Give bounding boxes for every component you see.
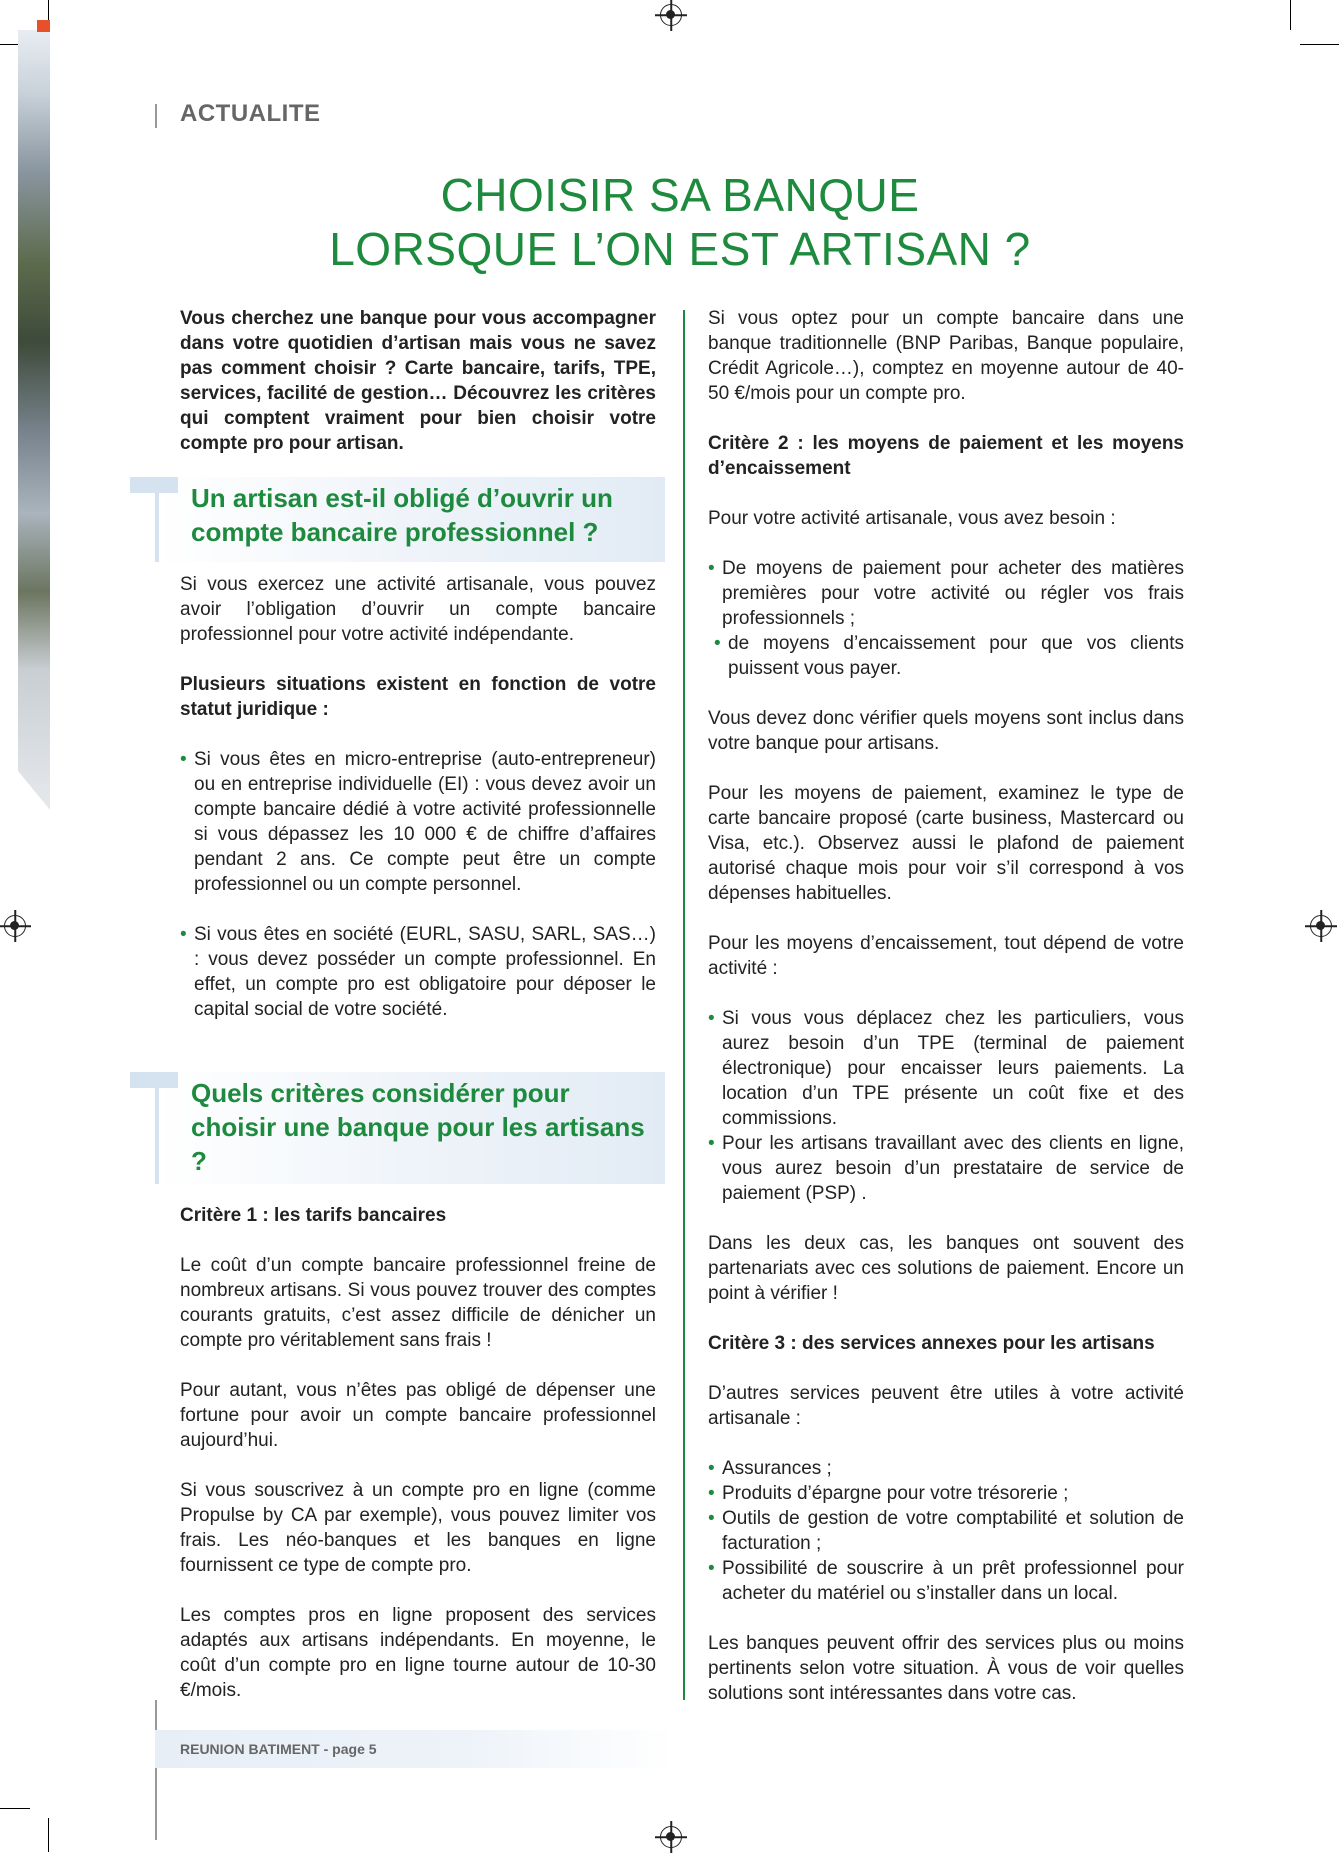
left-column-middle (180, 572, 656, 1022)
paragraph: Pour autant, vous n’êtes pas obligé de dépenser une fortune pour avoir un compte bancaire professionnel aujourd’hui. (180, 1380, 656, 1451)
criterion-3-heading: Critère 3 : des services annexes pour les artisans (708, 1333, 1155, 1354)
color-bar (37, 20, 50, 32)
subheading-criteria: Quels critères considérer pour choisir une banque pour les artisans ? (191, 1078, 645, 1176)
lead-paragraph: Vous cherchez une banque pour vous accompagner dans votre quotidien d’artisan mais vous ne savez pas comment choisir ? Carte bancaire, tarifs, TPE, services, facilité de gestion… Découvrez les critères qui comptent vraiment pour bien choisir votre compte pro pour artisan. (180, 308, 656, 454)
list-item: • De moyens de paiement pour acheter des matières premières pour votre activité ou régler vos frais professionnels ; (708, 558, 1184, 629)
list-item: • Possibilité de souscrire à un prêt professionnel pour acheter du matériel ou s’installer dans un local. (708, 1558, 1184, 1604)
paragraph: Si vous exercez une activité artisanale, vous pouvez avoir l’obligation d’ouvrir un compte bancaire professionnel pour votre activité indépendante. (180, 574, 656, 645)
paragraph: D’autres services peuvent être utiles à votre activité artisanale : (708, 1383, 1184, 1429)
criterion-1-heading: Critère 1 : les tarifs bancaires (180, 1205, 447, 1226)
list-item: • Si vous êtes en micro-entreprise (auto-entrepreneur) ou en entreprise individuelle (EI) : vous devez avoir un compte bancaire dédié à votre activité professionnelle si vous dépassez les 10 000 € de chiffre d’affaires pendant 2 ans. Ce compte peut être un compte professionnel ou un compte personnel. (180, 749, 656, 895)
column-divider (683, 310, 685, 1700)
page-footer: REUNION BATIMENT - page 5 (180, 1741, 377, 1757)
list-item: • de moyens d’encaissement pour que vos clients puissent vous payer. (714, 633, 1184, 679)
paragraph: Si vous optez pour un compte bancaire dans une banque traditionnelle (BNP Paribas, Banque populaire, Crédit Agricole…), comptez en moyenne autour de 40-50 €/mois pour un compte pro. (708, 308, 1184, 404)
left-column-top (180, 306, 656, 456)
page-title-line-1: CHOISIR SA BANQUE (440, 169, 920, 221)
heading-bar (155, 1072, 159, 1184)
heading-tab (130, 477, 178, 493)
paragraph: Vous devez donc vérifier quels moyens sont inclus dans votre banque pour artisans. (708, 708, 1184, 754)
left-column-bottom (180, 1203, 656, 1703)
crop-mark (1290, 0, 1291, 30)
registration-mark-icon (1310, 915, 1332, 937)
registration-mark-icon (660, 4, 682, 26)
registration-mark-icon (4, 915, 26, 937)
list-item: • Si vous êtes en société (EURL, SASU, SARL, SAS…) : vous devez posséder un compte professionnel. En effet, un compte pro est obligatoire pour déposer le capital social de votre société. (180, 924, 656, 1020)
criterion-2-heading: Critère 2 : les moyens de paiement et les moyens d’encaissement (708, 433, 1184, 479)
paragraph: Si vous souscrivez à un compte pro en ligne (comme Propulse by CA par exemple), vous pouvez limiter vos frais. Les néo-banques et les banques en ligne fournissent ce type de compte pro. (180, 1480, 656, 1576)
crop-mark (48, 1818, 49, 1852)
list-item: • Produits d’épargne pour votre trésorerie ; (708, 1483, 1069, 1504)
list-item: • Pour les artisans travaillant avec des clients en ligne, vous aurez besoin d’un prestataire de service de paiement (PSP) . (708, 1133, 1184, 1204)
list-item: • Si vous vous déplacez chez les particuliers, vous aurez besoin d’un TPE (terminal de paiement électronique) pour encaisser leurs paiements. La location d’un TPE présente un coût fixe et des commissions. (708, 1008, 1184, 1129)
heading-box-2 (155, 1072, 665, 1184)
page-title-line-2: LORSQUE L’ON EST ARTISAN ? (329, 223, 1031, 275)
paragraph: Les comptes pros en ligne proposent des services adaptés aux artisans indépendants. En moyenne, le coût d’un compte pro en ligne tourne autour de 10-30 €/mois. (180, 1605, 656, 1701)
footer-rule (155, 1700, 157, 1840)
registration-mark-icon (660, 1826, 682, 1848)
paragraph: Pour les moyens d’encaissement, tout dépend de votre activité : (708, 933, 1184, 979)
section-label: ACTUALITE (180, 100, 321, 127)
paragraph: Dans les deux cas, les banques ont souvent des partenariats avec ces solutions de paiement. Encore un point à vérifier ! (708, 1233, 1184, 1304)
crop-mark (48, 0, 49, 22)
subheading-obligation: Un artisan est-il obligé d’ouvrir un compte bancaire professionnel ? (191, 483, 613, 547)
paragraph: Pour les moyens de paiement, examinez le type de carte bancaire proposé (carte business, Mastercard ou Visa, etc.). Observez aussi le plafond de paiement autorisé chaque mois pour voir s’il correspond à vos dépenses habituelles. (708, 783, 1184, 904)
photo-bleed (18, 30, 50, 810)
right-column (708, 306, 1184, 1706)
heading-bar (155, 477, 159, 562)
paragraph-bold: Plusieurs situations existent en fonction de votre statut juridique : (180, 674, 656, 720)
heading-tab (130, 1072, 178, 1088)
list-item: • Assurances ; (708, 1458, 832, 1479)
paragraph: Le coût d’un compte bancaire professionnel freine de nombreux artisans. Si vous pouvez trouver des comptes courants gratuits, c’est assez difficile de dénicher un compte pro véritablement sans frais ! (180, 1255, 656, 1351)
list-item: • Outils de gestion de votre comptabilité et solution de facturation ; (708, 1508, 1184, 1554)
crop-mark (1300, 44, 1339, 45)
section-marker (155, 104, 157, 128)
heading-box-1 (155, 477, 665, 562)
paragraph: Les banques peuvent offrir des services plus ou moins pertinents selon votre situation. À vous de voir quelles solutions sont intéressantes dans votre cas. (708, 1633, 1184, 1704)
crop-mark (0, 1808, 30, 1809)
paragraph: Pour votre activité artisanale, vous avez besoin : (708, 508, 1116, 529)
